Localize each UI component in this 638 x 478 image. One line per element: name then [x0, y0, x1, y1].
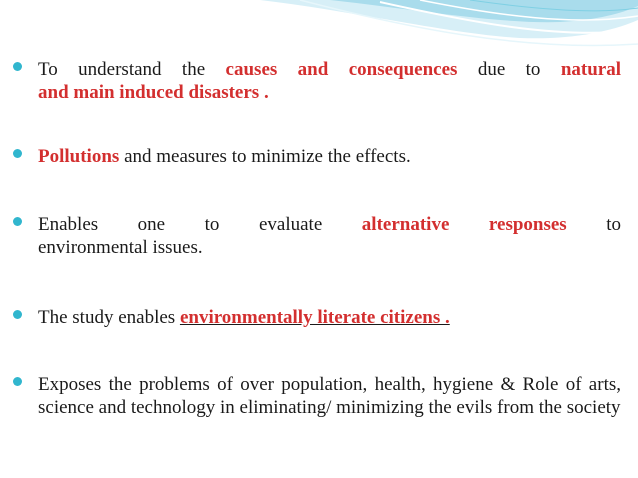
bullet-text-run: to — [606, 214, 622, 235]
bullet-marker-icon — [13, 377, 22, 386]
bullet-item-2 — [13, 145, 621, 168]
highlight-text: environmentally literate citizens . — [179, 307, 450, 328]
bullet-item-5 — [13, 373, 621, 419]
bullet-text — [38, 145, 621, 168]
bullet-text-run: environmental issues. — [38, 237, 203, 258]
highlight-text: responses — [488, 214, 567, 235]
bullet-text-run: To understand the — [38, 59, 226, 80]
bullet-text-run: The study enables — [38, 307, 180, 328]
bullet-marker-icon — [13, 310, 22, 319]
highlight-text: natural — [560, 59, 622, 80]
bullet-marker-icon — [13, 62, 22, 71]
bullet-marker-icon — [13, 149, 22, 158]
bullet-text-run: Enables one to evaluate — [38, 214, 323, 235]
bullet-text: Exposes the problems of over population, health, hygiene & Role of arts, science and technology in eliminating/ minimizing the evils from the society — [38, 374, 621, 418]
bullet-item-1 — [13, 58, 621, 104]
highlight-text: and main induced disasters . — [38, 82, 269, 103]
highlight-text: alternative — [361, 214, 450, 235]
highlight-text: Pollutions — [38, 146, 120, 167]
bullet-text — [38, 58, 621, 104]
bullet-text-run: and measures to minimize the effects. — [119, 146, 411, 167]
bullet-text-run: due to — [457, 59, 561, 80]
bullet-item-3 — [13, 213, 621, 259]
bullet-text — [38, 213, 621, 259]
bullet-text — [38, 306, 621, 329]
bullet-marker-icon — [13, 217, 22, 226]
highlight-text: causes and consequences — [225, 59, 458, 80]
bullet-item-4 — [13, 306, 621, 329]
